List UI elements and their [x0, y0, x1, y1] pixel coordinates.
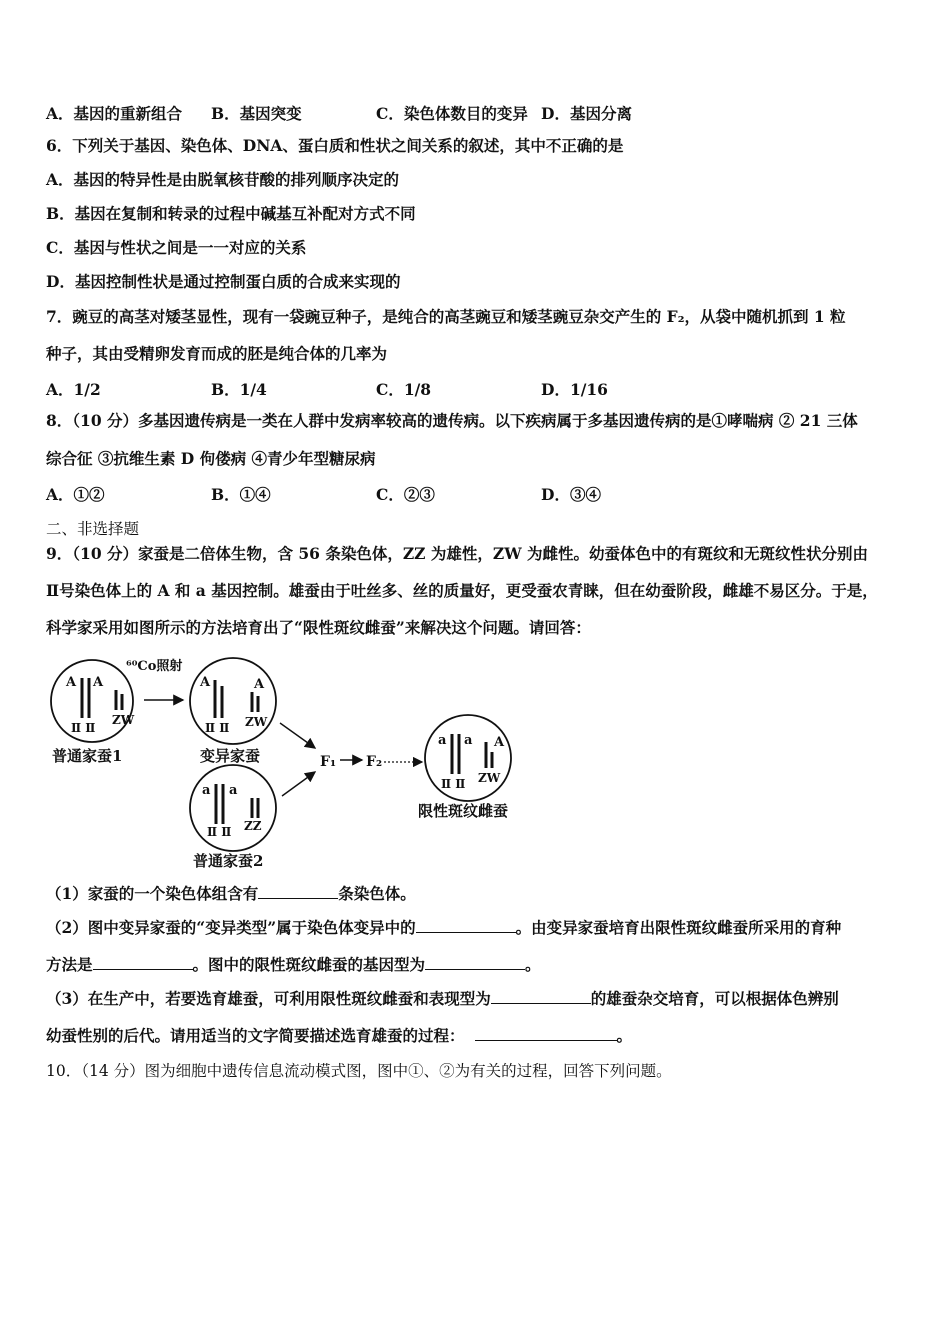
svg-text:A: A	[200, 675, 211, 690]
svg-text:ZW: ZW	[478, 771, 501, 785]
label-normal-silkworm-2: 普通家蚕2	[193, 852, 264, 870]
q9-sub2-blank-2[interactable]	[93, 955, 193, 970]
q6-option-a: A．基因的特异性是由脱氧核苷酸的排列顺序决定的	[46, 170, 400, 189]
q10-stem: 10．（14 分）图为细胞中遗传信息流动模式图，图中①、②为有关的过程，回答下列问题。	[46, 1062, 672, 1080]
q6-option-b: B．基因在复制和转录的过程中碱基互补配对方式不同	[46, 204, 416, 223]
q9-sub2-text: （2）图中变异家蚕的“变异类型”属于染色体变异中的	[46, 918, 416, 937]
q9-sub2-l2-mid: 。图中的限性斑纹雌蚕的基因型为	[192, 955, 426, 974]
q8-option-a: A．①②	[46, 485, 105, 504]
svg-text:ZW: ZW	[245, 715, 268, 729]
q9-sub2-l2-text: 方法是	[46, 955, 93, 974]
q5-option-a: A．基因的重新组合	[46, 104, 183, 123]
q7-option-c: C．1/8	[376, 380, 432, 399]
q8-option-b: B．①④	[211, 485, 271, 504]
q9-sub2-line1	[46, 918, 841, 938]
q9-sub3-l2-text: 幼蚕性别的后代。请用适当的文字简要描述选育雄蚕的过程：	[46, 1026, 465, 1045]
q6-stem: 6．下列关于基因、染色体、DNA、蛋白质和性状之间关系的叙述，其中不正确的是	[46, 136, 624, 155]
q8-option-c: C．②③	[376, 485, 435, 504]
svg-text:A: A	[93, 675, 104, 690]
q7-stem-line1: 7．豌豆的高茎对矮茎显性，现有一袋豌豆种子，是纯合的高茎豌豆和矮茎豌豆杂交产生的 F₂，从袋中随机抓到 1 粒	[46, 307, 846, 326]
label-f2: F₂	[366, 754, 383, 770]
q7-option-a: A．1/2	[46, 380, 101, 399]
label-f1: F₁	[320, 754, 337, 770]
q5-option-b: B．基因突变	[211, 104, 302, 123]
q9-sub1-blank[interactable]	[258, 884, 338, 899]
svg-text:Ⅱ Ⅱ: Ⅱ Ⅱ	[205, 721, 230, 735]
q9-stem-line2: Ⅱ号染色体上的 A 和 a 基因控制。雄蚕由于吐丝多、丝的质量好，更受蚕农青睐，但在幼蚕阶段，雌雄不易区分。于是，	[46, 581, 878, 600]
q9-stem-line3: 科学家采用如图所示的方法培育出了“限性斑纹雌蚕”来解决这个问题。请回答：	[46, 618, 591, 637]
svg-text:a: a	[202, 783, 211, 798]
q6-option-d: D．基因控制性状是通过控制蛋白质的合成来实现的	[46, 272, 401, 291]
q9-sub1-text: （1）家蚕的一个染色体组含有	[46, 884, 259, 903]
svg-text:a: a	[464, 733, 473, 748]
q9-sub3-text-end: 的雄蚕杂交培育，可以根据体色辨别	[590, 989, 839, 1008]
q9-sub2-blank-1[interactable]	[416, 918, 516, 933]
section-title: 二、非选择题	[46, 520, 140, 538]
q9-sub2-l2-end: 。	[525, 955, 541, 974]
q9-sub1-text-end: 条染色体。	[338, 884, 416, 903]
svg-text:ZW: ZW	[112, 713, 135, 727]
q9-sub2-text-mid: 。由变异家蚕培育出限性斑纹雌蚕所采用的育种	[515, 918, 842, 937]
q7-option-b: B．1/4	[211, 380, 267, 399]
q9-sub3-line2	[46, 1026, 632, 1046]
label-irradiation: ⁶⁰Co照射	[126, 659, 183, 674]
cell-sex-limited-female	[425, 715, 511, 801]
q7-option-d: D．1/16	[541, 380, 608, 399]
label-sex-limited-female: 限性斑纹雌蚕	[418, 802, 509, 820]
q9-sub3-text: （3）在生产中，若要选育雄蚕，可利用限性斑纹雌蚕和表现型为	[46, 989, 491, 1008]
q8-stem-line1: 8．（10 分）多基因遗传病是一类在人群中发病率较高的遗传病。以下疾病属于多基因遗传病的是①哮喘病 ② 21 三体	[46, 411, 858, 430]
q9-sub2-line2	[46, 955, 541, 975]
q7-stem-line2: 种子，其由受精卵发育而成的胚是纯合体的几率为	[46, 344, 388, 363]
label-mutant-silkworm: 变异家蚕	[200, 747, 261, 765]
svg-text:ZZ: ZZ	[244, 819, 262, 833]
q9-stem-line1: 9．（10 分）家蚕是二倍体生物，含 56 条染色体，ZZ 为雄性，ZW 为雌性。幼蚕体色中的有斑纹和无斑纹性状分别由	[46, 544, 869, 563]
svg-text:Ⅱ Ⅱ: Ⅱ Ⅱ	[71, 721, 96, 735]
q9-sub3-blank-2[interactable]	[475, 1026, 617, 1041]
svg-text:a: a	[229, 783, 238, 798]
svg-text:Ⅱ Ⅱ: Ⅱ Ⅱ	[207, 825, 232, 839]
svg-text:A: A	[494, 735, 505, 750]
q8-stem-line2: 综合征 ③抗维生素 D 佝偻病 ④青少年型糖尿病	[46, 449, 376, 468]
q5-option-d: D．基因分离	[541, 104, 632, 123]
label-normal-silkworm-1: 普通家蚕1	[52, 747, 123, 765]
svg-text:Ⅱ Ⅱ: Ⅱ Ⅱ	[441, 777, 466, 791]
q9-sub3-blank-1[interactable]	[491, 989, 591, 1004]
q5-option-c: C．染色体数目的变异	[376, 104, 528, 123]
q6-option-c: C．基因与性状之间是一一对应的关系	[46, 238, 307, 257]
q9-sub2-blank-3[interactable]	[425, 955, 525, 970]
q8-option-d: D．③④	[541, 485, 601, 504]
svg-text:A: A	[254, 677, 265, 692]
cell-mutant-silkworm	[190, 658, 276, 744]
cell-normal-silkworm-1	[51, 660, 135, 742]
q9-sub1	[46, 884, 416, 904]
silkworm-breeding-diagram	[40, 648, 540, 873]
svg-text:A: A	[66, 675, 77, 690]
q9-sub3-l2-end: 。	[616, 1026, 633, 1045]
q9-sub3-line1	[46, 989, 839, 1009]
svg-text:a: a	[438, 733, 447, 748]
cell-normal-silkworm-2	[190, 765, 276, 851]
